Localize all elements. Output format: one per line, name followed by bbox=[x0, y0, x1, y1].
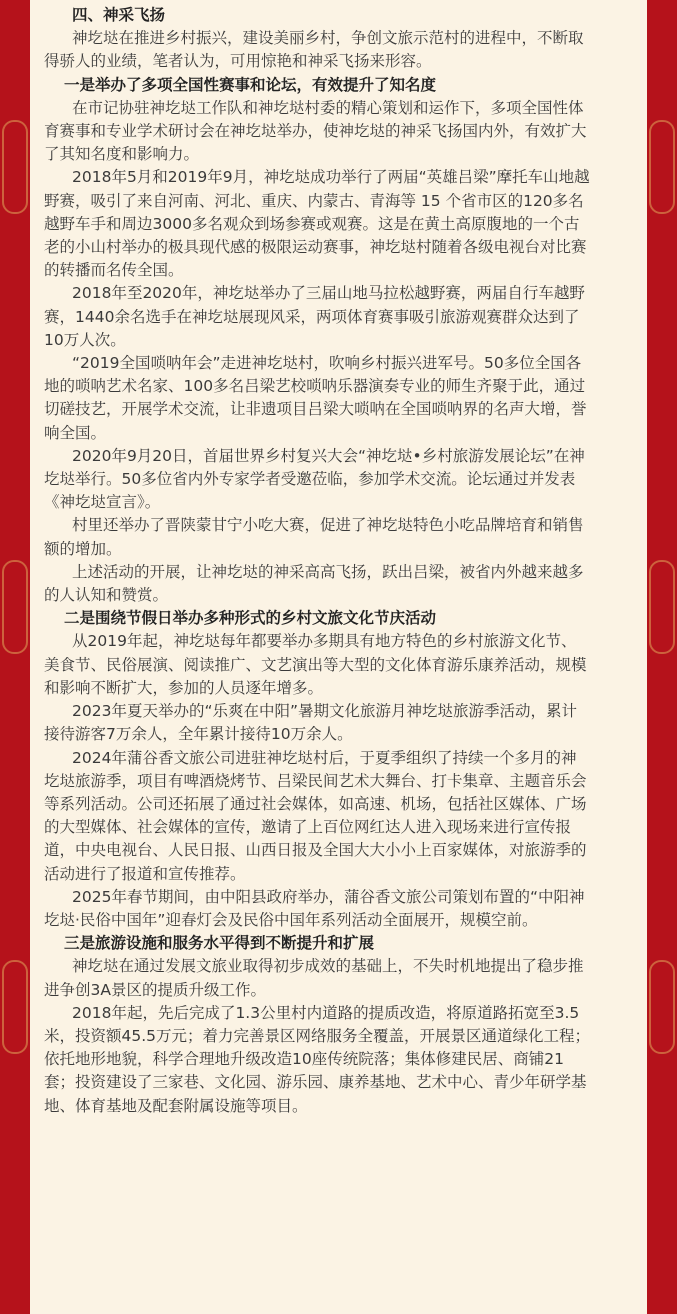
text-line: “2019全国唢呐年会”走进神圪垯村，吹响乡村振兴进军号。50多位全国各 bbox=[72, 354, 582, 373]
text-line: 米，投资额45.5万元；着力完善景区网络服务全覆盖，开展景区通道绿化工程； bbox=[44, 1026, 591, 1045]
section-heading: 二是围绕节假日举办多种形式的乡村文旅文化节庆活动 bbox=[64, 609, 437, 628]
cloud-ornament-icon bbox=[649, 560, 675, 654]
section-heading: 四、神采飞扬 bbox=[72, 6, 166, 24]
text-line: 切磋技艺，开展学术交流，让非遗项目吕梁大唢呐在全国唢呐界的名声大增，誉 bbox=[44, 400, 587, 419]
right-decorative-border bbox=[647, 0, 677, 1314]
text-line: 接待游客7万余人，全年累计接待10万余人。 bbox=[44, 725, 353, 744]
text-line: 2020年9月20日，首届世界乡村复兴大会“神圪垯•乡村旅游发展论坛”在神 bbox=[72, 446, 585, 465]
cloud-ornament-icon bbox=[2, 560, 28, 654]
text-line: 2018年5月和2019年9月，神圪垯成功举行了两届“英雄吕梁”摩托车山地越 bbox=[72, 168, 590, 187]
text-line: 上述活动的开展，让神圪垯的神采高高飞扬，跃出吕梁，被省内外越来越多 bbox=[72, 562, 584, 581]
text-line: 10万人次。 bbox=[44, 330, 126, 349]
text-line: 2023年夏天举办的“乐爽在中阳”暑期文化旅游月神圪垯旅游季活动，累计 bbox=[72, 702, 578, 721]
text-line: 地的唢呐艺术名家、100多名吕梁艺校唢呐乐器演奏专业的师生齐聚于此，通过 bbox=[44, 377, 586, 396]
cloud-ornament-icon bbox=[649, 960, 675, 1054]
text-line: 赛，1440余名选手在神圪垯展现风采，两项体育赛事吸引旅游观赛群众达到了 bbox=[44, 307, 580, 326]
text-line: 圪垯举行。50多位省内外专家学者受邀莅临，参加学术交流。论坛通过并发表 bbox=[44, 470, 576, 489]
text-line: 从2019年起，神圪垯每年都要举办多期具有地方特色的乡村旅游文化节、 bbox=[72, 632, 577, 651]
cloud-ornament-icon bbox=[649, 120, 675, 214]
section-heading: 三是旅游设施和服务水平得到不断提升和扩展 bbox=[64, 934, 375, 953]
article-body bbox=[30, 0, 647, 1314]
text-line: 野赛，吸引了来自河南、河北、重庆、内蒙古、青海等 15 个省市区的120多名 bbox=[44, 191, 584, 210]
text-line: 老的小山村举办的极具现代感的极限运动赛事，神圪垯村随着各级电视台对比赛 bbox=[44, 238, 587, 257]
text-line: 等系列活动。公司还拓展了通过社会媒体，如高速、机场，包括社区媒体、广场 bbox=[44, 794, 587, 813]
text-line: 套；投资建设了三家巷、文化园、游乐园、康养基地、艺术中心、青少年研学基 bbox=[44, 1073, 587, 1092]
text-line: 2018年起，先后完成了1.3公里村内道路的提质改造，将原道路拓宽至3.5 bbox=[72, 1003, 580, 1022]
text-line: 和影响不断扩大，参加的人员逐年增多。 bbox=[44, 678, 324, 697]
text-line: 依托地形地貌，科学合理地升级改造10座传统院落；集体修建民居、商铺21 bbox=[44, 1050, 564, 1069]
text-line: 2024年蒲谷香文旅公司进驻神圪垯村后，于夏季组织了持续一个多月的神 bbox=[72, 748, 577, 767]
text-line: 村里还举办了晋陕蒙甘宁小吃大赛，促进了神圪垯特色小吃品牌培育和销售 bbox=[72, 516, 584, 535]
text-line: 神圪垯在推进乡村振兴，建设美丽乡村，争创文旅示范村的进程中，不断取 bbox=[72, 29, 584, 48]
text-line: 圪垯旅游季，项目有啤酒烧烤节、吕梁民间艺术大舞台、打卡集章、主题音乐会 bbox=[44, 771, 587, 790]
text-line: 圪垯·民俗中国年”迎春灯会及民俗中国年系列活动全面展开，规模空前。 bbox=[44, 910, 538, 929]
text-line: 了其知名度和影响力。 bbox=[44, 145, 200, 164]
text-line: 2025年春节期间，由中阳县政府举办，蒲谷香文旅公司策划布置的“中阳神 bbox=[72, 887, 585, 906]
section-heading: 一是举办了多项全国性赛事和论坛，有效提升了知名度 bbox=[64, 75, 437, 94]
left-decorative-border bbox=[0, 0, 30, 1314]
cloud-ornament-icon bbox=[2, 120, 28, 214]
cloud-ornament-icon bbox=[2, 960, 28, 1054]
text-line: 响全国。 bbox=[44, 423, 107, 442]
text-line: 2018年至2020年，神圪垯举办了三届山地马拉松越野赛，两届自行车越野 bbox=[72, 284, 585, 303]
text-line: 进争创3A景区的提质升级工作。 bbox=[44, 980, 266, 999]
text-line: 额的增加。 bbox=[44, 539, 122, 558]
text-line: 活动进行了报道和宣传推荐。 bbox=[44, 864, 246, 883]
text-line: 美食节、民俗展演、阅读推广、文艺演出等大型的文化体育游乐康养活动，规模 bbox=[44, 655, 587, 674]
text-line: 在市记协驻神圪垯工作队和神圪垯村委的精心策划和运作下，多项全国性体 bbox=[72, 98, 584, 117]
text-line: 的转播而名传全国。 bbox=[44, 261, 184, 280]
text-line: 的人认知和赞赏。 bbox=[44, 586, 169, 605]
text-line: 神圪垯在通过发展文旅业取得初步成效的基础上，不失时机地提出了稳步推 bbox=[72, 957, 584, 976]
text-line: 得骄人的业绩，笔者认为，可用惊艳和神采飞扬来形容。 bbox=[44, 52, 432, 71]
text-line: 育赛事和专业学术研讨会在神圪垯举办，使神圪垯的神采飞扬国内外，有效扩大 bbox=[44, 122, 587, 141]
text-line: 地、体育基地及配套附属设施等项目。 bbox=[44, 1096, 308, 1115]
text-line: 越野车手和周边3000多名观众到场参赛或观赛。这是在黄土高原腹地的一个古 bbox=[44, 214, 580, 233]
text-line: 道，中央电视台、人民日报、山西日报及全国大大小小上百家媒体，对旅游季的 bbox=[44, 841, 587, 860]
text-line: 的大型媒体、社会媒体的宣传，邀请了上百位网红达人进入现场来进行宣传报 bbox=[44, 818, 572, 837]
text-line: 《神圪垯宣言》。 bbox=[44, 493, 161, 512]
